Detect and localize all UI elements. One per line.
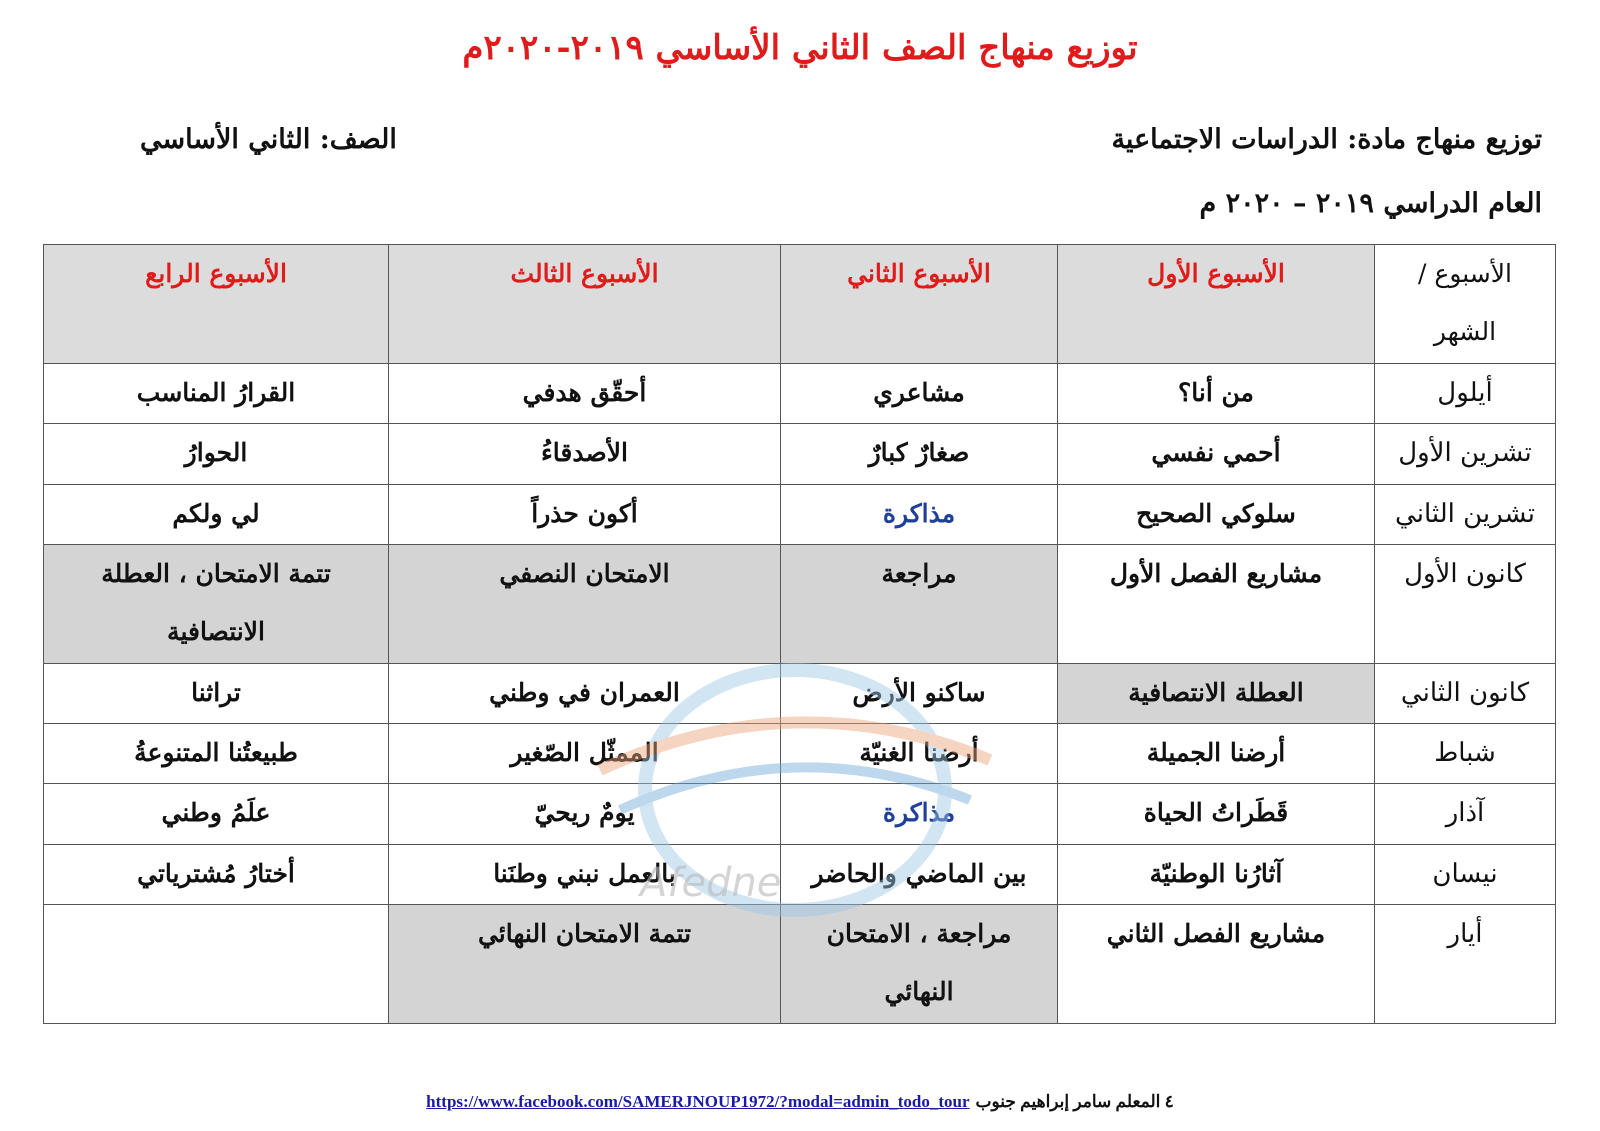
lesson-cell: مشاعري	[781, 364, 1058, 424]
lesson-cell: الأصدقاءُ	[389, 424, 781, 484]
lesson-cell: من أنا؟	[1058, 364, 1375, 424]
table-row	[44, 904, 1556, 1023]
facebook-link[interactable]: https://www.facebook.com/SAMERJNOUP1972/?modal=admin_todo_tour	[426, 1092, 970, 1111]
watermark-text: Afedne	[640, 860, 782, 906]
lesson-cell: تتمة الامتحان ، العطلة الانتصافية	[44, 544, 389, 663]
week-header: الأسبوع الثالث	[389, 245, 781, 364]
review-cell: مذاكرة	[781, 484, 1058, 544]
week-header: الأسبوع الأول	[1058, 245, 1375, 364]
lesson-cell: صغارٌ كبارٌ	[781, 424, 1058, 484]
lesson-cell: الامتحان النصفي	[389, 544, 781, 663]
lesson-cell: علَمُ وطني	[44, 784, 389, 844]
week-header: الأسبوع الثاني	[781, 245, 1058, 364]
lesson-cell: بالعمل نبني وطنَنا	[389, 844, 781, 904]
lesson-cell: أرضنا الغنيّة	[781, 724, 1058, 784]
footer-author: ٤ المعلم سامر إبراهيم جنوب	[975, 1092, 1174, 1111]
lesson-cell: الحوارُ	[44, 424, 389, 484]
lesson-cell: مراجعة ، الامتحان النهائي	[781, 904, 1058, 1023]
month-cell: كانون الأول	[1375, 544, 1556, 663]
lesson-cell: مراجعة	[781, 544, 1058, 663]
table-row	[44, 484, 1556, 544]
table-row	[44, 784, 1556, 844]
month-cell: أيلول	[1375, 364, 1556, 424]
month-cell: كانون الثاني	[1375, 664, 1556, 724]
lesson-cell: تراثنا	[44, 664, 389, 724]
month-cell: تشرين الأول	[1375, 424, 1556, 484]
week-header: الأسبوع الرابع	[44, 245, 389, 364]
table-row	[44, 364, 1556, 424]
year-line: العام الدراسي ٢٠١٩ – ٢٠٢٠ م	[1199, 188, 1542, 219]
table-row	[44, 424, 1556, 484]
table-row	[44, 844, 1556, 904]
table-row	[44, 724, 1556, 784]
lesson-cell: مشاريع الفصل الأول	[1058, 544, 1375, 663]
lesson-cell: ساكنو الأرض	[781, 664, 1058, 724]
month-cell: أيار	[1375, 904, 1556, 1023]
lesson-cell: سلوكي الصحيح	[1058, 484, 1375, 544]
lesson-cell: آثارُنا الوطنيّة	[1058, 844, 1375, 904]
table-header-row	[44, 245, 1556, 364]
subject-line: توزيع منهاج مادة: الدراسات الاجتماعية	[1111, 124, 1542, 155]
lesson-cell: قَطَراتُ الحياة	[1058, 784, 1375, 844]
lesson-cell: القرارُ المناسب	[44, 364, 389, 424]
month-cell: نيسان	[1375, 844, 1556, 904]
empty-cell	[44, 904, 389, 1023]
lesson-cell: طبيعتُنا المتنوعةُ	[44, 724, 389, 784]
lesson-cell: الممثّل الصّغير	[389, 724, 781, 784]
month-cell: شباط	[1375, 724, 1556, 784]
lesson-cell: أحمي نفسي	[1058, 424, 1375, 484]
page-footer	[0, 1092, 1600, 1112]
month-cell: تشرين الثاني	[1375, 484, 1556, 544]
month-cell: آذار	[1375, 784, 1556, 844]
page-title: توزيع منهاج الصف الثاني الأساسي ٢٠١٩-٢٠٢٠م	[462, 28, 1138, 68]
corner-header: الأسبوع / الشهر	[1375, 245, 1556, 364]
lesson-cell: مشاريع الفصل الثاني	[1058, 904, 1375, 1023]
table-row	[44, 544, 1556, 663]
lesson-cell: أكون حذراً	[389, 484, 781, 544]
lesson-cell: لي ولكم	[44, 484, 389, 544]
grade-line: الصف: الثاني الأساسي	[140, 124, 397, 155]
lesson-cell: العمران في وطني	[389, 664, 781, 724]
curriculum-table	[43, 244, 1556, 1024]
lesson-cell: يومٌ ريحيّ	[389, 784, 781, 844]
lesson-cell: أرضنا الجميلة	[1058, 724, 1375, 784]
lesson-cell: تتمة الامتحان النهائي	[389, 904, 781, 1023]
table-row	[44, 664, 1556, 724]
lesson-cell: بين الماضي والحاضر	[781, 844, 1058, 904]
lesson-cell: أحقّق هدفي	[389, 364, 781, 424]
review-cell: مذاكرة	[781, 784, 1058, 844]
lesson-cell: العطلة الانتصافية	[1058, 664, 1375, 724]
lesson-cell: أختارُ مُشترياتي	[44, 844, 389, 904]
